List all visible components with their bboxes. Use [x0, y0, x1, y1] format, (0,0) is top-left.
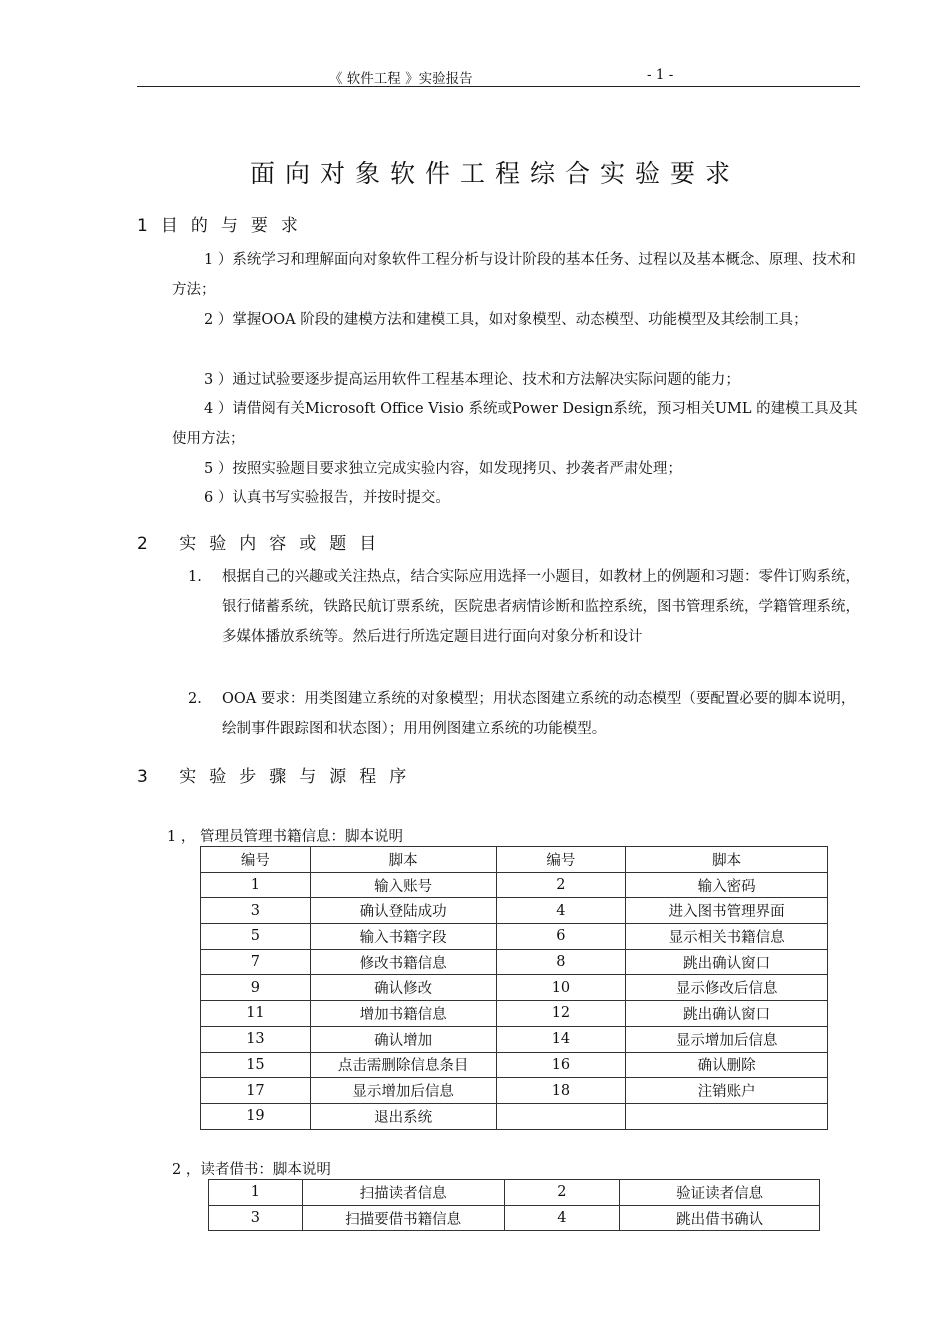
number-cell: 16 — [496, 1052, 626, 1078]
table-row — [201, 1103, 828, 1129]
table-row — [201, 872, 828, 898]
table-row — [201, 1052, 828, 1078]
script-cell: 确认删除 — [626, 1052, 828, 1078]
page-header — [137, 64, 860, 87]
script-cell: 确认增加 — [310, 1026, 496, 1052]
list-text: OOA 要求：用类图建立系统的对象模型；用状态图建立系统的动态模型（要配置必要的脚本说明，绘制事件跟踪图和状态图）；用用例图建立系统的功能模型。 — [222, 691, 856, 737]
script-cell: 扫描读者信息 — [302, 1180, 504, 1206]
script-caption-2: 2 ，读者借书：脚本说明 — [172, 1162, 331, 1178]
section2-item-2 — [172, 684, 862, 744]
number-cell: 1 — [209, 1180, 303, 1206]
number-cell: 2 — [496, 872, 626, 898]
script-cell: 点击需删除信息条目 — [310, 1052, 496, 1078]
list-number: 1. — [188, 569, 202, 585]
number-cell: 14 — [496, 1026, 626, 1052]
number-cell: 2 — [504, 1180, 620, 1206]
list-number: 2. — [188, 691, 202, 707]
script-cell: 注销账户 — [626, 1078, 828, 1104]
script-table-2 — [208, 1179, 820, 1231]
section2-heading: 2 实验内容或题目 — [137, 534, 390, 554]
number-cell: 19 — [201, 1103, 311, 1129]
number-cell: 8 — [496, 949, 626, 975]
script-table-1 — [200, 846, 828, 1130]
script-cell: 确认修改 — [310, 975, 496, 1001]
table-row — [209, 1205, 820, 1231]
section1-item-1: 1 ）系统学习和理解面向对象软件工程分析与设计阶段的基本任务、过程以及基本概念、原理、技术和方法； — [172, 252, 856, 298]
number-cell: 13 — [201, 1026, 311, 1052]
script-cell: 显示增加后信息 — [310, 1078, 496, 1104]
script-cell: 脚本 — [310, 847, 496, 873]
table-header-row — [201, 847, 828, 873]
script-cell: 显示修改后信息 — [626, 975, 828, 1001]
section3-heading: 3 实验步骤与源程序 — [137, 767, 420, 787]
script-cell: 输入账号 — [310, 872, 496, 898]
script-cell: 显示增加后信息 — [626, 1026, 828, 1052]
table-row — [201, 1001, 828, 1027]
table-row — [201, 975, 828, 1001]
section1-item-2: 2 ）掌握OOA 阶段的建模方法和建模工具，如对象模型、动态模型、功能模型及其绘制工具； — [204, 312, 808, 328]
number-cell: 9 — [201, 975, 311, 1001]
table-row — [209, 1180, 820, 1206]
script-caption-1: 1 ， 管理员管理书籍信息：脚本说明 — [167, 829, 403, 845]
table-row — [201, 1078, 828, 1104]
script-cell: 增加书籍信息 — [310, 1001, 496, 1027]
number-cell: 编号 — [496, 847, 626, 873]
number-cell: 18 — [496, 1078, 626, 1104]
header-doc-title: 《 软件工程 》实验报告 — [329, 71, 473, 87]
script-cell: 跳出确认窗口 — [626, 1001, 828, 1027]
number-cell: 5 — [201, 924, 311, 950]
number-cell — [496, 1103, 626, 1129]
number-cell: 3 — [201, 898, 311, 924]
number-cell: 3 — [209, 1205, 303, 1231]
number-cell: 4 — [496, 898, 626, 924]
table-row — [201, 949, 828, 975]
script-cell: 跳出借书确认 — [620, 1205, 820, 1231]
header-page-number: - 1 - — [647, 67, 674, 83]
table-row — [201, 1026, 828, 1052]
script-cell: 显示相关书籍信息 — [626, 924, 828, 950]
number-cell: 7 — [201, 949, 311, 975]
number-cell: 1 — [201, 872, 311, 898]
section1-heading: 1目的与要求 — [137, 216, 311, 236]
script-cell: 确认登陆成功 — [310, 898, 496, 924]
number-cell: 10 — [496, 975, 626, 1001]
section1-item-5: 5 ）按照实验题目要求独立完成实验内容，如发现拷贝、抄袭者严肃处理； — [204, 461, 682, 477]
number-cell: 4 — [504, 1205, 620, 1231]
script-cell: 跳出确认窗口 — [626, 949, 828, 975]
script-cell: 扫描要借书籍信息 — [302, 1205, 504, 1231]
script-cell: 脚本 — [626, 847, 828, 873]
script-cell: 修改书籍信息 — [310, 949, 496, 975]
document-title: 面向对象软件工程综合实验要求 — [249, 159, 740, 188]
script-cell: 输入书籍字段 — [310, 924, 496, 950]
script-cell: 进入图书管理界面 — [626, 898, 828, 924]
script-cell — [626, 1103, 828, 1129]
script-cell: 输入密码 — [626, 872, 828, 898]
section2-item-1 — [172, 562, 862, 652]
section1-item-4: 4 ）请借阅有关Microsoft Office Visio 系统或Power Design系统，预习相关UML 的建模工具及其使用方法； — [172, 401, 858, 447]
script-cell: 退出系统 — [310, 1103, 496, 1129]
number-cell: 12 — [496, 1001, 626, 1027]
list-text: 根据自己的兴趣或关注热点，结合实际应用选择一小题目，如教材上的例题和习题：零件订购系统，银行储蓄系统，铁路民航订票系统，医院患者病情诊断和监控系统，图书管理系统，学籍管理系统，多媒体播放系统等。然后进行所选定题目进行面向对象分析和设计 — [222, 569, 860, 645]
script-cell: 验证读者信息 — [620, 1180, 820, 1206]
number-cell: 6 — [496, 924, 626, 950]
number-cell: 15 — [201, 1052, 311, 1078]
section1-item-6: 6 ）认真书写实验报告，并按时提交。 — [204, 490, 450, 506]
table-row — [201, 898, 828, 924]
number-cell: 11 — [201, 1001, 311, 1027]
table-row — [201, 924, 828, 950]
section1-item-3: 3 ）通过试验要逐步提高运用软件工程基本理论、技术和方法解决实际问题的能力； — [204, 372, 740, 388]
number-cell: 编号 — [201, 847, 311, 873]
number-cell: 17 — [201, 1078, 311, 1104]
